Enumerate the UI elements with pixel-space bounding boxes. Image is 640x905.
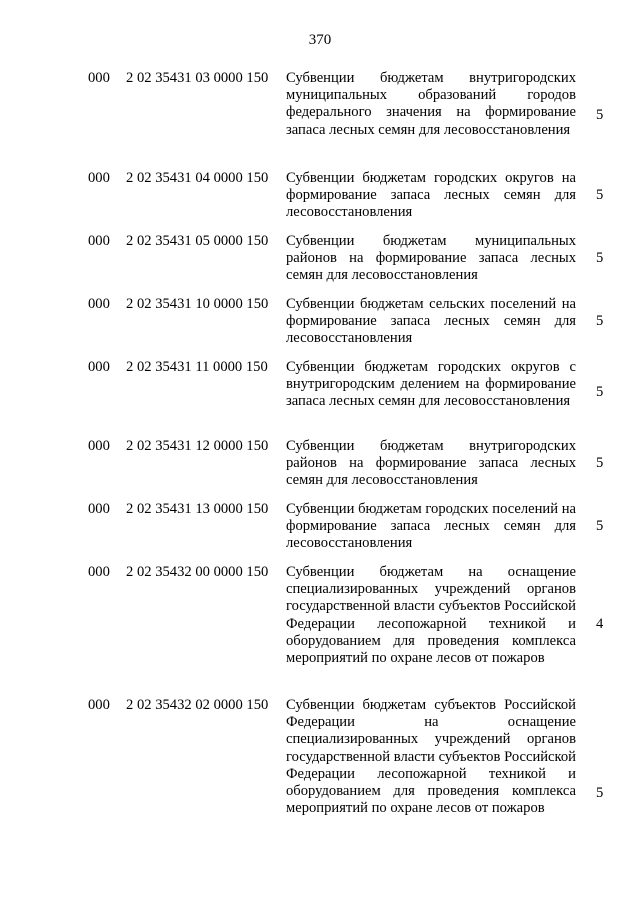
row-value: 5	[596, 785, 604, 801]
budget-code: 2 02 35431 12 0000 150	[126, 438, 269, 454]
row-description: Субвенции бюджетам внутригородских районов на формирование запаса лесных семян для лесовосстановления	[286, 438, 576, 489]
admin-code: 000	[88, 564, 110, 580]
budget-code: 2 02 35432 00 0000 150	[126, 564, 269, 580]
row-value: 5	[596, 313, 604, 329]
row-description: Субвенции бюджетам городских поселений на формирование запаса лесных семян для лесовосстановления	[286, 501, 576, 552]
row-value: 5	[596, 187, 604, 203]
admin-code: 000	[88, 359, 110, 375]
row-value: 5	[596, 384, 604, 400]
row-value: 4	[596, 616, 604, 632]
admin-code: 000	[88, 438, 110, 454]
admin-code: 000	[88, 170, 110, 186]
budget-code: 2 02 35431 04 0000 150	[126, 170, 269, 186]
row-value: 5	[596, 107, 604, 123]
budget-code: 2 02 35431 11 0000 150	[126, 359, 268, 375]
admin-code: 000	[88, 697, 110, 713]
row-value: 5	[596, 250, 604, 266]
budget-code: 2 02 35431 13 0000 150	[126, 501, 269, 517]
budget-code: 2 02 35432 02 0000 150	[126, 697, 269, 713]
row-description: Субвенции бюджетам внутригородских муниципальных образований городов федерального значения на формирование запаса лесных семян для лесовосстановления	[286, 70, 576, 138]
admin-code: 000	[88, 70, 110, 86]
admin-code: 000	[88, 233, 110, 249]
row-description: Субвенции бюджетам субъектов Российской Федерации на оснащение специализированных учреждений органов государственной власти субъектов Российской Федерации лесопожарной техникой и оборудованием для проведения комплекса мероприятий по охране лесов от пожаров	[286, 697, 576, 817]
page-number: 370	[308, 32, 332, 48]
admin-code: 000	[88, 296, 110, 312]
budget-code: 2 02 35431 03 0000 150	[126, 70, 269, 86]
budget-code: 2 02 35431 10 0000 150	[126, 296, 269, 312]
row-description: Субвенции бюджетам на оснащение специализированных учреждений органов государственной власти субъектов Российской Федерации лесопожарной техникой и оборудованием для проведения комплекса мероприятий по охране лесов от пожаров	[286, 564, 576, 667]
admin-code: 000	[88, 501, 110, 517]
row-description: Субвенции бюджетам городских округов с внутригородским делением на формирование запаса лесных семян для лесовосстановления	[286, 359, 576, 410]
budget-code: 2 02 35431 05 0000 150	[126, 233, 269, 249]
row-description: Субвенции бюджетам городских округов на формирование запаса лесных семян для лесовосстановления	[286, 170, 576, 221]
row-description: Субвенции бюджетам сельских поселений на формирование запаса лесных семян для лесовосстановления	[286, 296, 576, 347]
row-value: 5	[596, 518, 604, 534]
row-description: Субвенции бюджетам муниципальных районов на формирование запаса лесных семян для лесовосстановления	[286, 233, 576, 284]
row-value: 5	[596, 455, 604, 471]
